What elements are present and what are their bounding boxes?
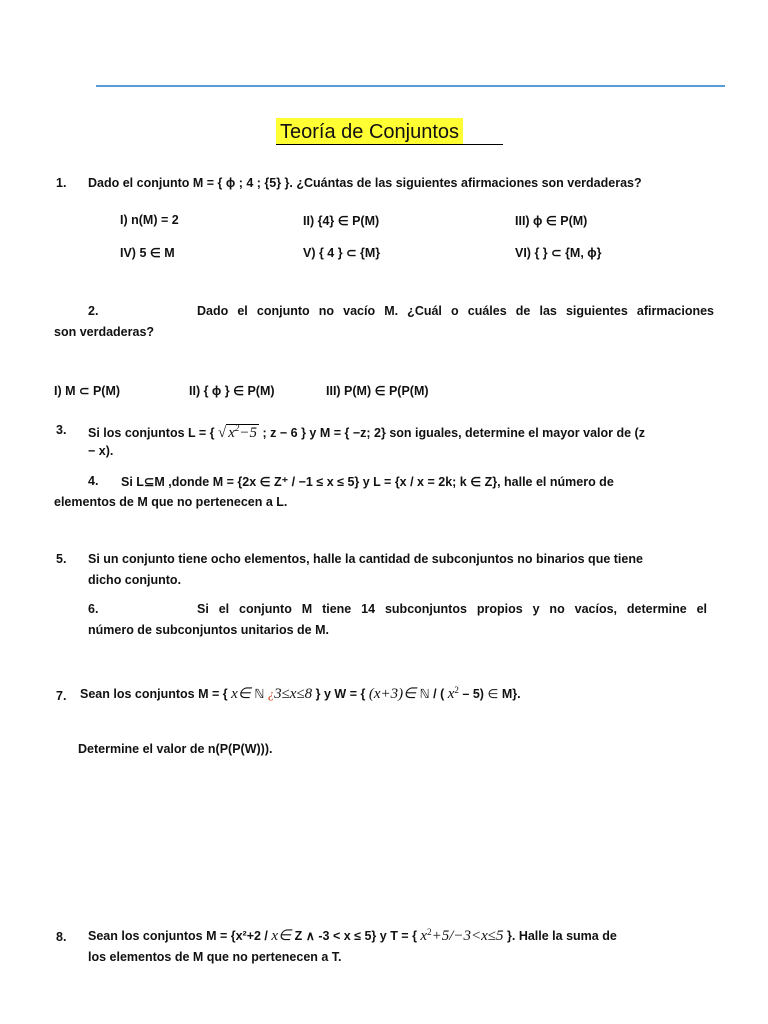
q3-text-pre: Si los conjuntos L = { (88, 426, 215, 440)
title-underline (276, 144, 503, 145)
q3-line1 (88, 423, 645, 442)
q7-m-element: x∈ (231, 686, 251, 702)
q2-option-2: II) { ϕ } ∈ P(M) (189, 384, 275, 398)
q1-option-5: V) { 4 } ⊂ {M} (303, 246, 381, 260)
q7-w-rest: – 5) (462, 687, 484, 701)
q1-number: 1. (56, 176, 67, 190)
q2-option-1: I) M ⊂ P(M) (54, 384, 121, 398)
q3-text-post: ; z − 6 } y M = { −z; 2} son iguales, determine el mayor valor de (z (262, 426, 645, 440)
q4-number: 4. (88, 474, 99, 488)
q3-radicand-rest: −5 (239, 425, 258, 441)
q3-radicand-exponent: 2 (234, 423, 240, 433)
q8-text-post: }. Halle la suma de (507, 929, 617, 943)
q1-option-1: I) n(M) = 2 (120, 213, 179, 227)
q8-t-exponent: 2 (427, 926, 432, 937)
q4-line1: Si L⊆M ,donde M = {2x ∈ Z⁺ / −1 ≤ x ≤ 5} y L = {x / x = 2k; k ∈ Z}, halle el número de (121, 475, 614, 489)
q3-radicand: x (228, 425, 235, 441)
q7-w-x: x (447, 686, 455, 702)
q7-line1 (80, 684, 521, 703)
q5-line1: Si un conjunto tiene ocho elementos, halle la cantidad de subconjuntos no binarios que tiene (88, 552, 643, 566)
q4-line2: elementos de M que no pertenecen a L. (54, 495, 288, 509)
q3-number: 3. (56, 423, 67, 437)
q7-m-condition: 3≤x≤8 (274, 686, 313, 702)
q7-w-exponent: 2 (454, 684, 459, 695)
q6-line2: número de subconjuntos unitarios de M. (88, 623, 329, 637)
q7-text-mid: } y W = { (315, 687, 366, 701)
q3-sqrt-expression: √ $x^2-5$ (218, 423, 258, 441)
q2-number: 2. (88, 304, 99, 318)
q8-m-element: x∈ (271, 928, 292, 944)
q2-line1: Dado el conjunto no vacío M. ¿Cuál o cuáles de las siguientes afirmaciones (197, 304, 714, 318)
q7-w-naturals: ℕ (419, 687, 430, 701)
q8-m-condition: Z ∧ -3 < x ≤ 5} y T = { (294, 929, 417, 943)
q1-option-3: III) ϕ ∈ P(M) (515, 214, 588, 228)
q1-option-6: VI) { } ⊂ {M, ϕ} (515, 246, 602, 260)
page-title: Teoría de Conjuntos (276, 118, 463, 145)
q5-line2: dicho conjunto. (88, 573, 182, 587)
q1-option-2: II) {4} ∈ P(M) (303, 214, 380, 228)
q7-w-end: M}. (501, 687, 521, 701)
q7-text-pre: Sean los conjuntos M = { (80, 687, 228, 701)
q7-w-slash: / ( (433, 687, 445, 701)
header-rule (96, 85, 725, 87)
q7-question: Determine el valor de n(P(P(W))). (78, 742, 273, 756)
q7-w-element: (x+3)∈ (368, 686, 417, 702)
q7-m-naturals: ℕ (254, 687, 265, 701)
q5-number: 5. (56, 552, 67, 566)
q2-line2: son verdaderas? (54, 325, 155, 339)
q7-m-glyph: ¿ (267, 687, 275, 701)
q2-option-3: III) P(M) ∈ P(P(M) (326, 384, 429, 398)
q3-line2: − x). (88, 444, 114, 458)
q1-option-4: IV) 5 ∈ M (120, 246, 175, 260)
q7-number: 7. (56, 689, 67, 703)
q8-number: 8. (56, 930, 67, 944)
q8-text-pre: Sean los conjuntos M = {x²+2 / (88, 929, 268, 943)
q1-text: Dado el conjunto M = { ϕ ; 4 ; {5} }. ¿Cuántas de las siguientes afirmaciones son verdaderas? (88, 176, 642, 190)
q7-w-in: ∈ (487, 687, 499, 701)
q8-line2: los elementos de M que no pertenecen a T. (88, 950, 342, 964)
q8-t-condition: +5/−3<x≤5 (431, 928, 504, 944)
q6-number: 6. (88, 602, 99, 616)
q6-line1: Si el conjunto M tiene 14 subconjuntos propios y no vacíos, determine el (197, 602, 707, 616)
q8-line1 (88, 926, 617, 945)
q8-t-x: x (420, 928, 428, 944)
